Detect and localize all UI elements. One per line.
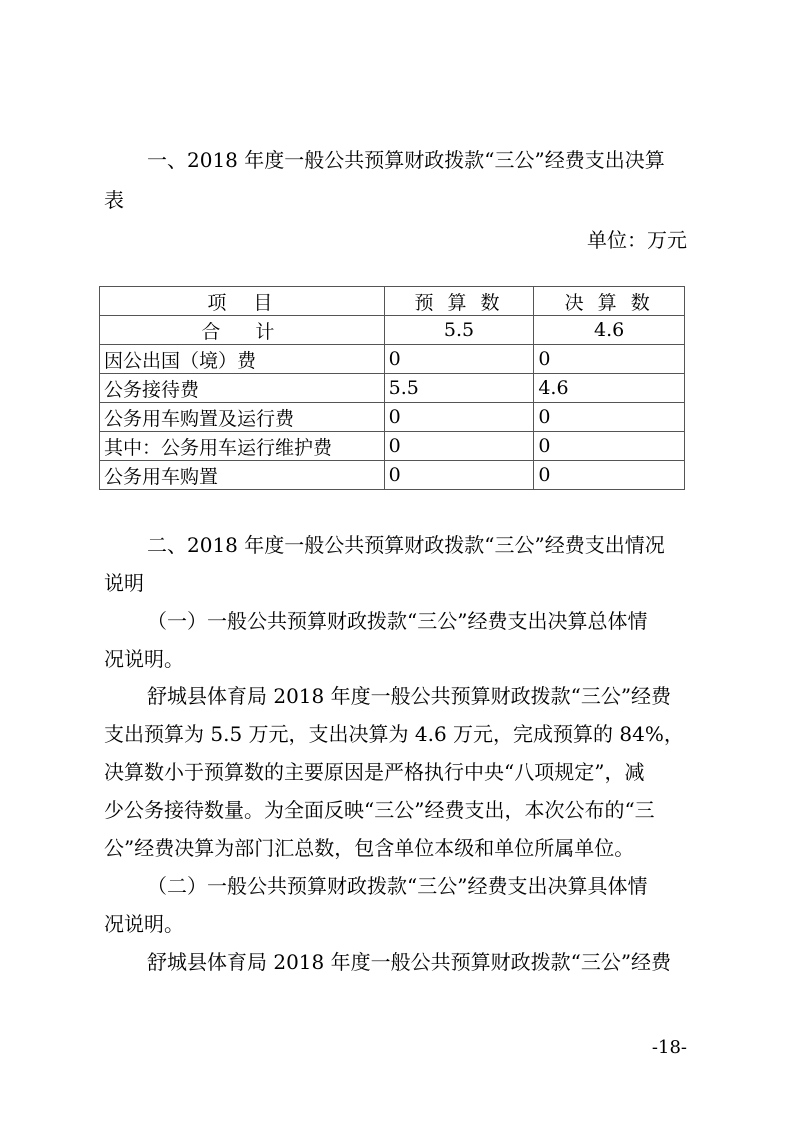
table-row — [100, 432, 685, 461]
table-row — [100, 345, 685, 374]
row-final: 0 — [534, 403, 685, 432]
table-row — [100, 374, 685, 403]
row-final: 4.6 — [534, 316, 685, 345]
table-header-row — [100, 287, 685, 316]
subsection2-heading-line2: 况说明。 — [104, 912, 184, 936]
row-label: 其中：公务用车运行维护费 — [100, 432, 385, 461]
paragraph1-line1: 舒城县体育局 2018 年度一般公共预算财政拨款“三公”经费 — [147, 684, 672, 708]
header-budget: 预 算 数 — [384, 287, 534, 316]
row-budget: 0 — [384, 403, 534, 432]
table-row-total — [100, 316, 685, 345]
subsection1-heading-line2: 况说明。 — [104, 647, 184, 671]
row-budget: 0 — [384, 461, 534, 490]
section2-heading-line2: 说明 — [104, 571, 144, 595]
row-budget: 0 — [384, 345, 534, 374]
unit-label: 单位：万元 — [587, 228, 687, 252]
paragraph1-line3: 决算数小于预算数的主要原因是严格执行中央“八项规定”，减 — [104, 760, 645, 784]
row-label: 公务用车购置 — [100, 461, 385, 490]
row-label: 公务用车购置及运行费 — [100, 403, 385, 432]
row-label: 合 计 — [100, 316, 385, 345]
row-final: 0 — [534, 461, 685, 490]
paragraph2-line1: 舒城县体育局 2018 年度一般公共预算财政拨款“三公”经费 — [147, 950, 672, 974]
row-label: 因公出国（境）费 — [100, 345, 385, 374]
header-item: 项 目 — [100, 287, 385, 316]
table-row — [100, 403, 685, 432]
section1-heading-line1: 一、2018 年度一般公共预算财政拨款“三公”经费支出决算 — [147, 148, 665, 172]
row-final: 4.6 — [534, 374, 685, 403]
subsection2-heading-line1: （二）一般公共预算财政拨款“三公”经费支出决算具体情 — [147, 874, 648, 898]
paragraph1-line5: 公”经费决算为部门汇总数，包含单位本级和单位所属单位。 — [104, 836, 635, 860]
section1-heading-line2: 表 — [104, 188, 124, 212]
row-final: 0 — [534, 432, 685, 461]
header-final: 决 算 数 — [534, 287, 685, 316]
page-number: -18- — [651, 1037, 687, 1058]
section2-heading-line1: 二、2018 年度一般公共预算财政拨款“三公”经费支出情况 — [147, 533, 665, 557]
paragraph1-line2: 支出预算为 5.5 万元，支出决算为 4.6 万元，完成预算的 84%， — [104, 722, 684, 746]
three-public-expenses-table — [99, 286, 685, 490]
row-budget: 0 — [384, 432, 534, 461]
subsection1-heading-line1: （一）一般公共预算财政拨款“三公”经费支出决算总体情 — [147, 609, 648, 633]
table-row — [100, 461, 685, 490]
row-label: 公务接待费 — [100, 374, 385, 403]
row-final: 0 — [534, 345, 685, 374]
row-budget: 5.5 — [384, 316, 534, 345]
row-budget: 5.5 — [384, 374, 534, 403]
paragraph1-line4: 少公务接待数量。为全面反映“三公”经费支出，本次公布的“三 — [104, 798, 655, 822]
